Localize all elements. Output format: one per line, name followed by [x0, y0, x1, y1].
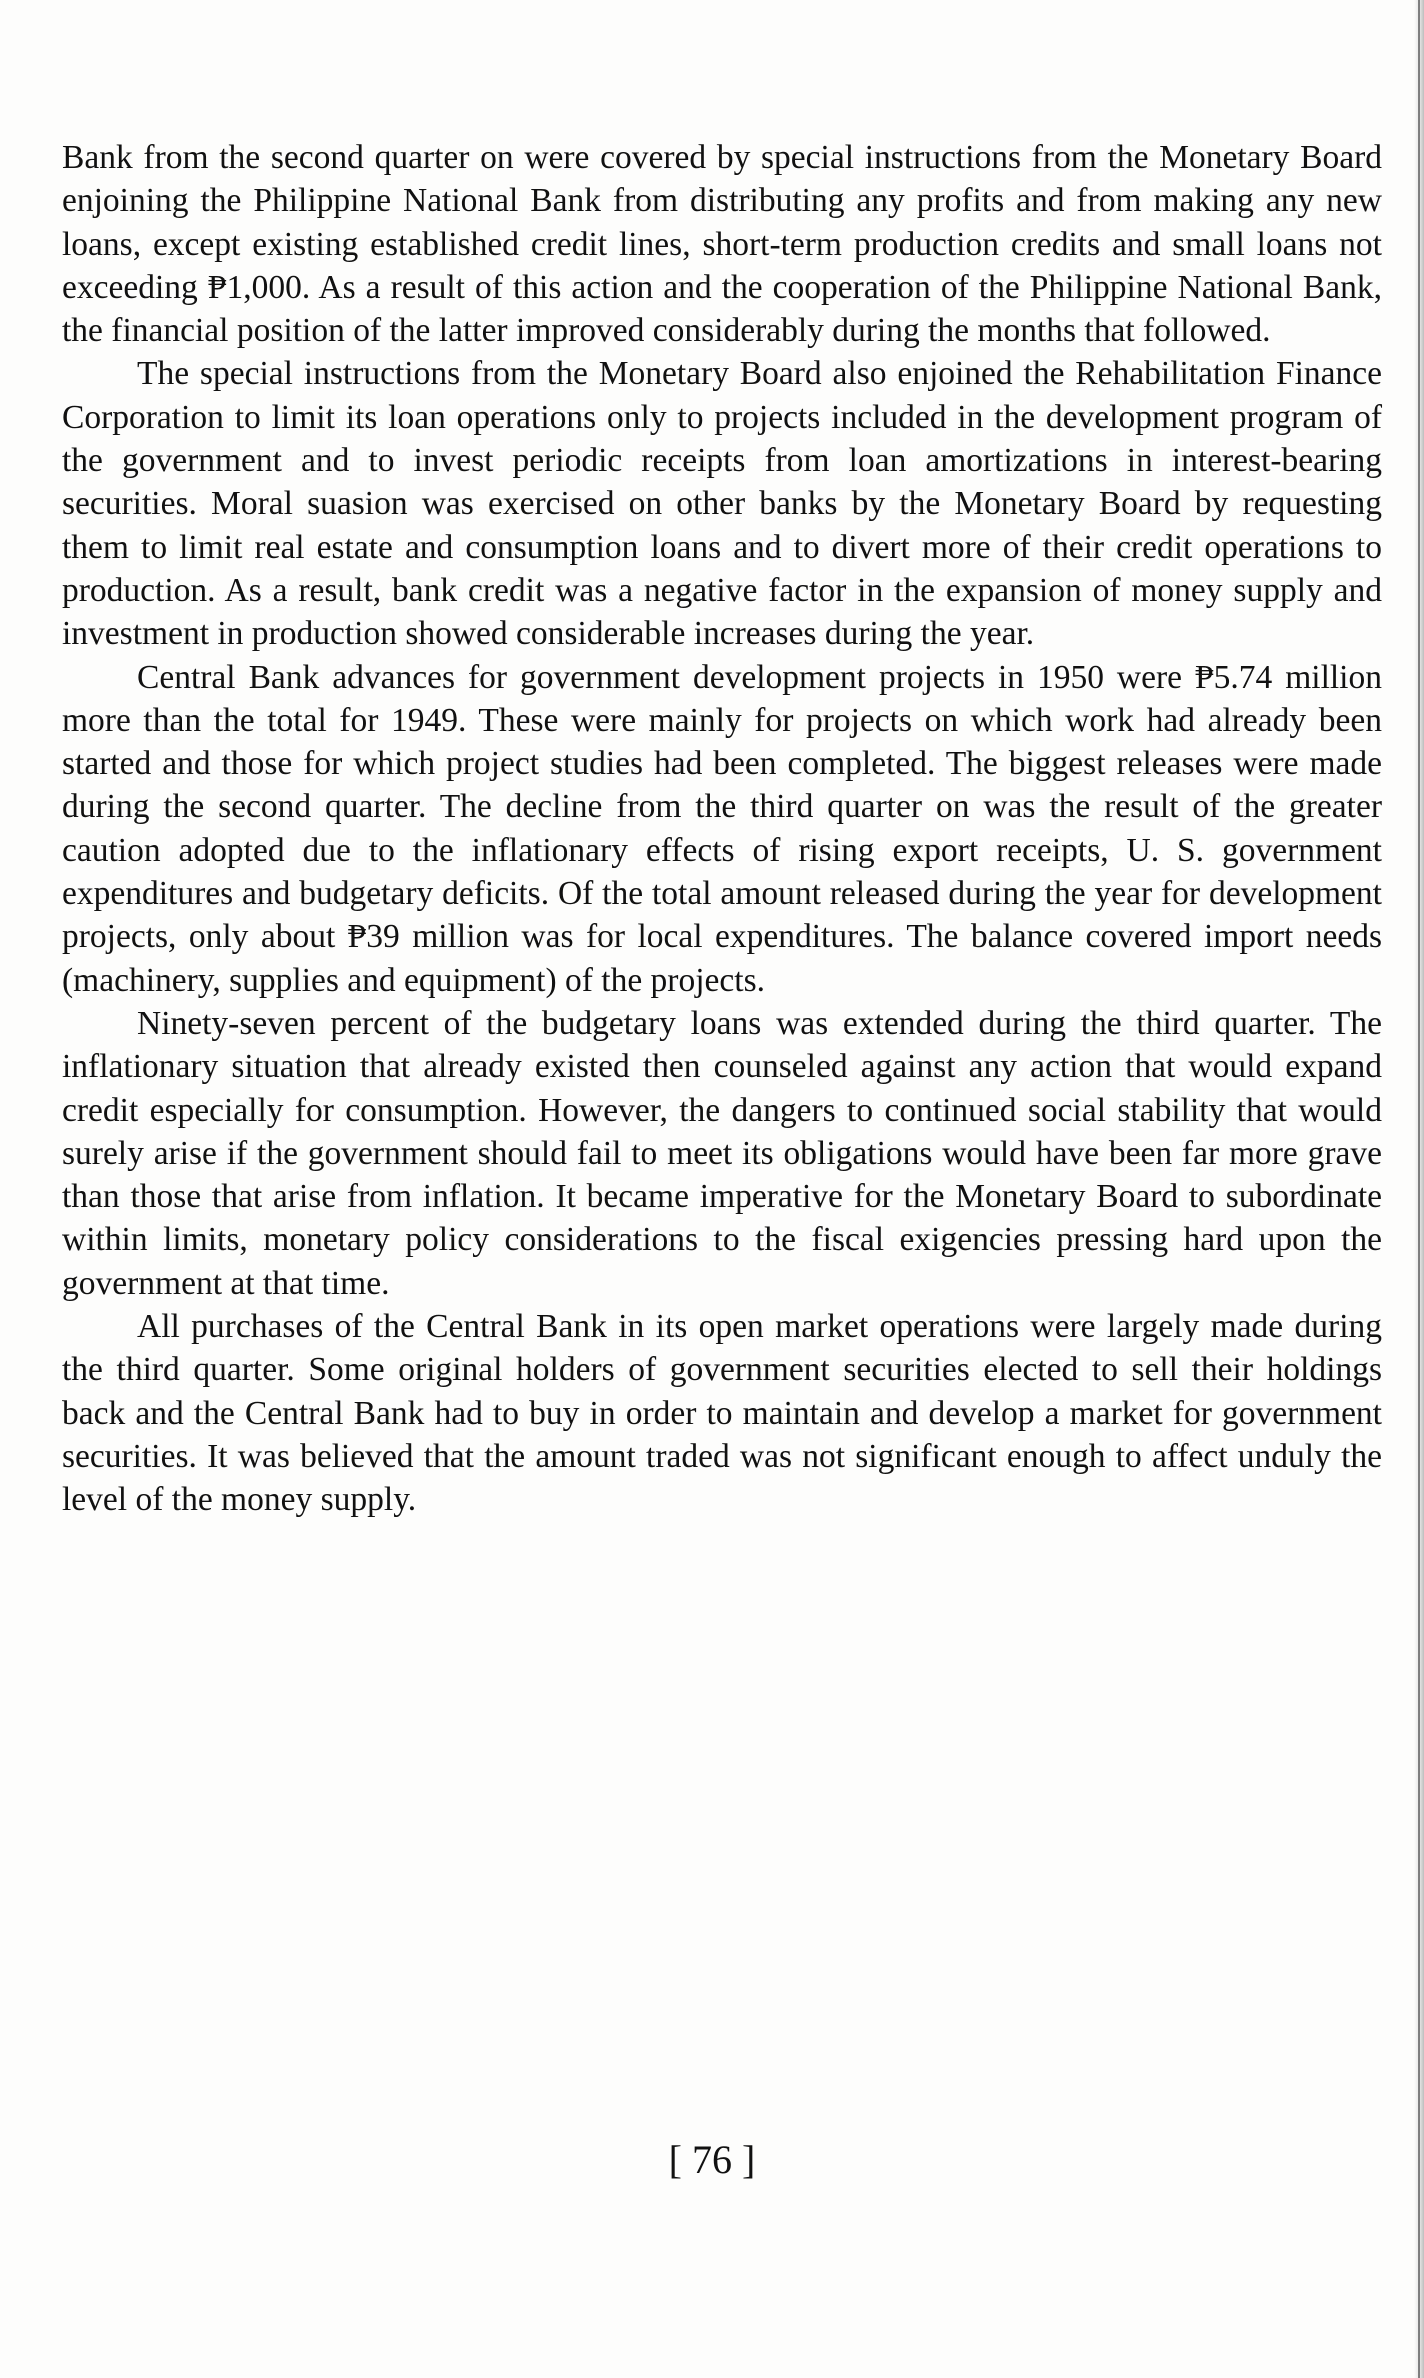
paragraph-5: All purchases of the Central Bank in its open market operations were largely made during the third quarter. Some original holders of government securities elected to sell their holdings back and the Central Bank had to buy in order to maintain and develop a market for government securities. It was believed that the amount traded was not significant enough to affect unduly the level of the money supply. [62, 1308, 1382, 1519]
page-edge-line [1418, 0, 1420, 2378]
paragraph-3: Central Bank advances for government development projects in 1950 were ₱5.74 million more than the total for 1949. These were mainly for projects on which work had already been started and those for which project studies had been completed. The biggest releases were made during the second quarter. The decline from the third quarter on was the result of the greater caution adopted due to the inflationary effects of rising export receipts, U. S. government expenditures and budgetary deficits. Of the total amount released during the year for development projects, only about ₱39 million was for local expenditures. The balance covered import needs (machinery, supplies and equipment) of the projects. [62, 658, 1382, 999]
paragraph-4: Ninety-seven percent of the budgetary loans was extended during the third quarter. The inflationary situation that already existed then counseled against any action that would expand credit especially for consumption. However, the dangers to continued social stability that would surely arise if the government should fail to meet its obligations would have been far more grave than those that arise from inflation. It became imperative for the Monetary Board to subordinate within limits, monetary policy considerations to the fiscal exigencies pressing hard upon the government at that time. [62, 1004, 1382, 1302]
paragraph-1: Bank from the second quarter on were covered by special instructions from the Monetary Board enjoining the Philippine National Bank from distributing any profits and from making any new loans, except existing established credit lines, short-term production credits and small loans not exceeding ₱1,000. As a result of this action and the cooperation of the Philippine National Bank, the financial position of the latter improved considerably during the months that followed. [62, 139, 1382, 350]
page-number: [ 76 ] [668, 2137, 756, 2182]
paragraph-2: The special instructions from the Monetary Board also enjoined the Rehabilitation Finance Corporation to limit its loan operations only to projects included in the development program of the government and to invest periodic receipts from loan amortizations in interest-bearing securities. Moral suasion was exercised on other banks by the Monetary Board by requesting them to limit real estate and consumption loans and to divert more of their credit operations to production. As a result, bank credit was a negative factor in the expansion of money supply and investment in production showed considerable increases during the year. [62, 355, 1382, 653]
body-text [62, 136, 1382, 1522]
